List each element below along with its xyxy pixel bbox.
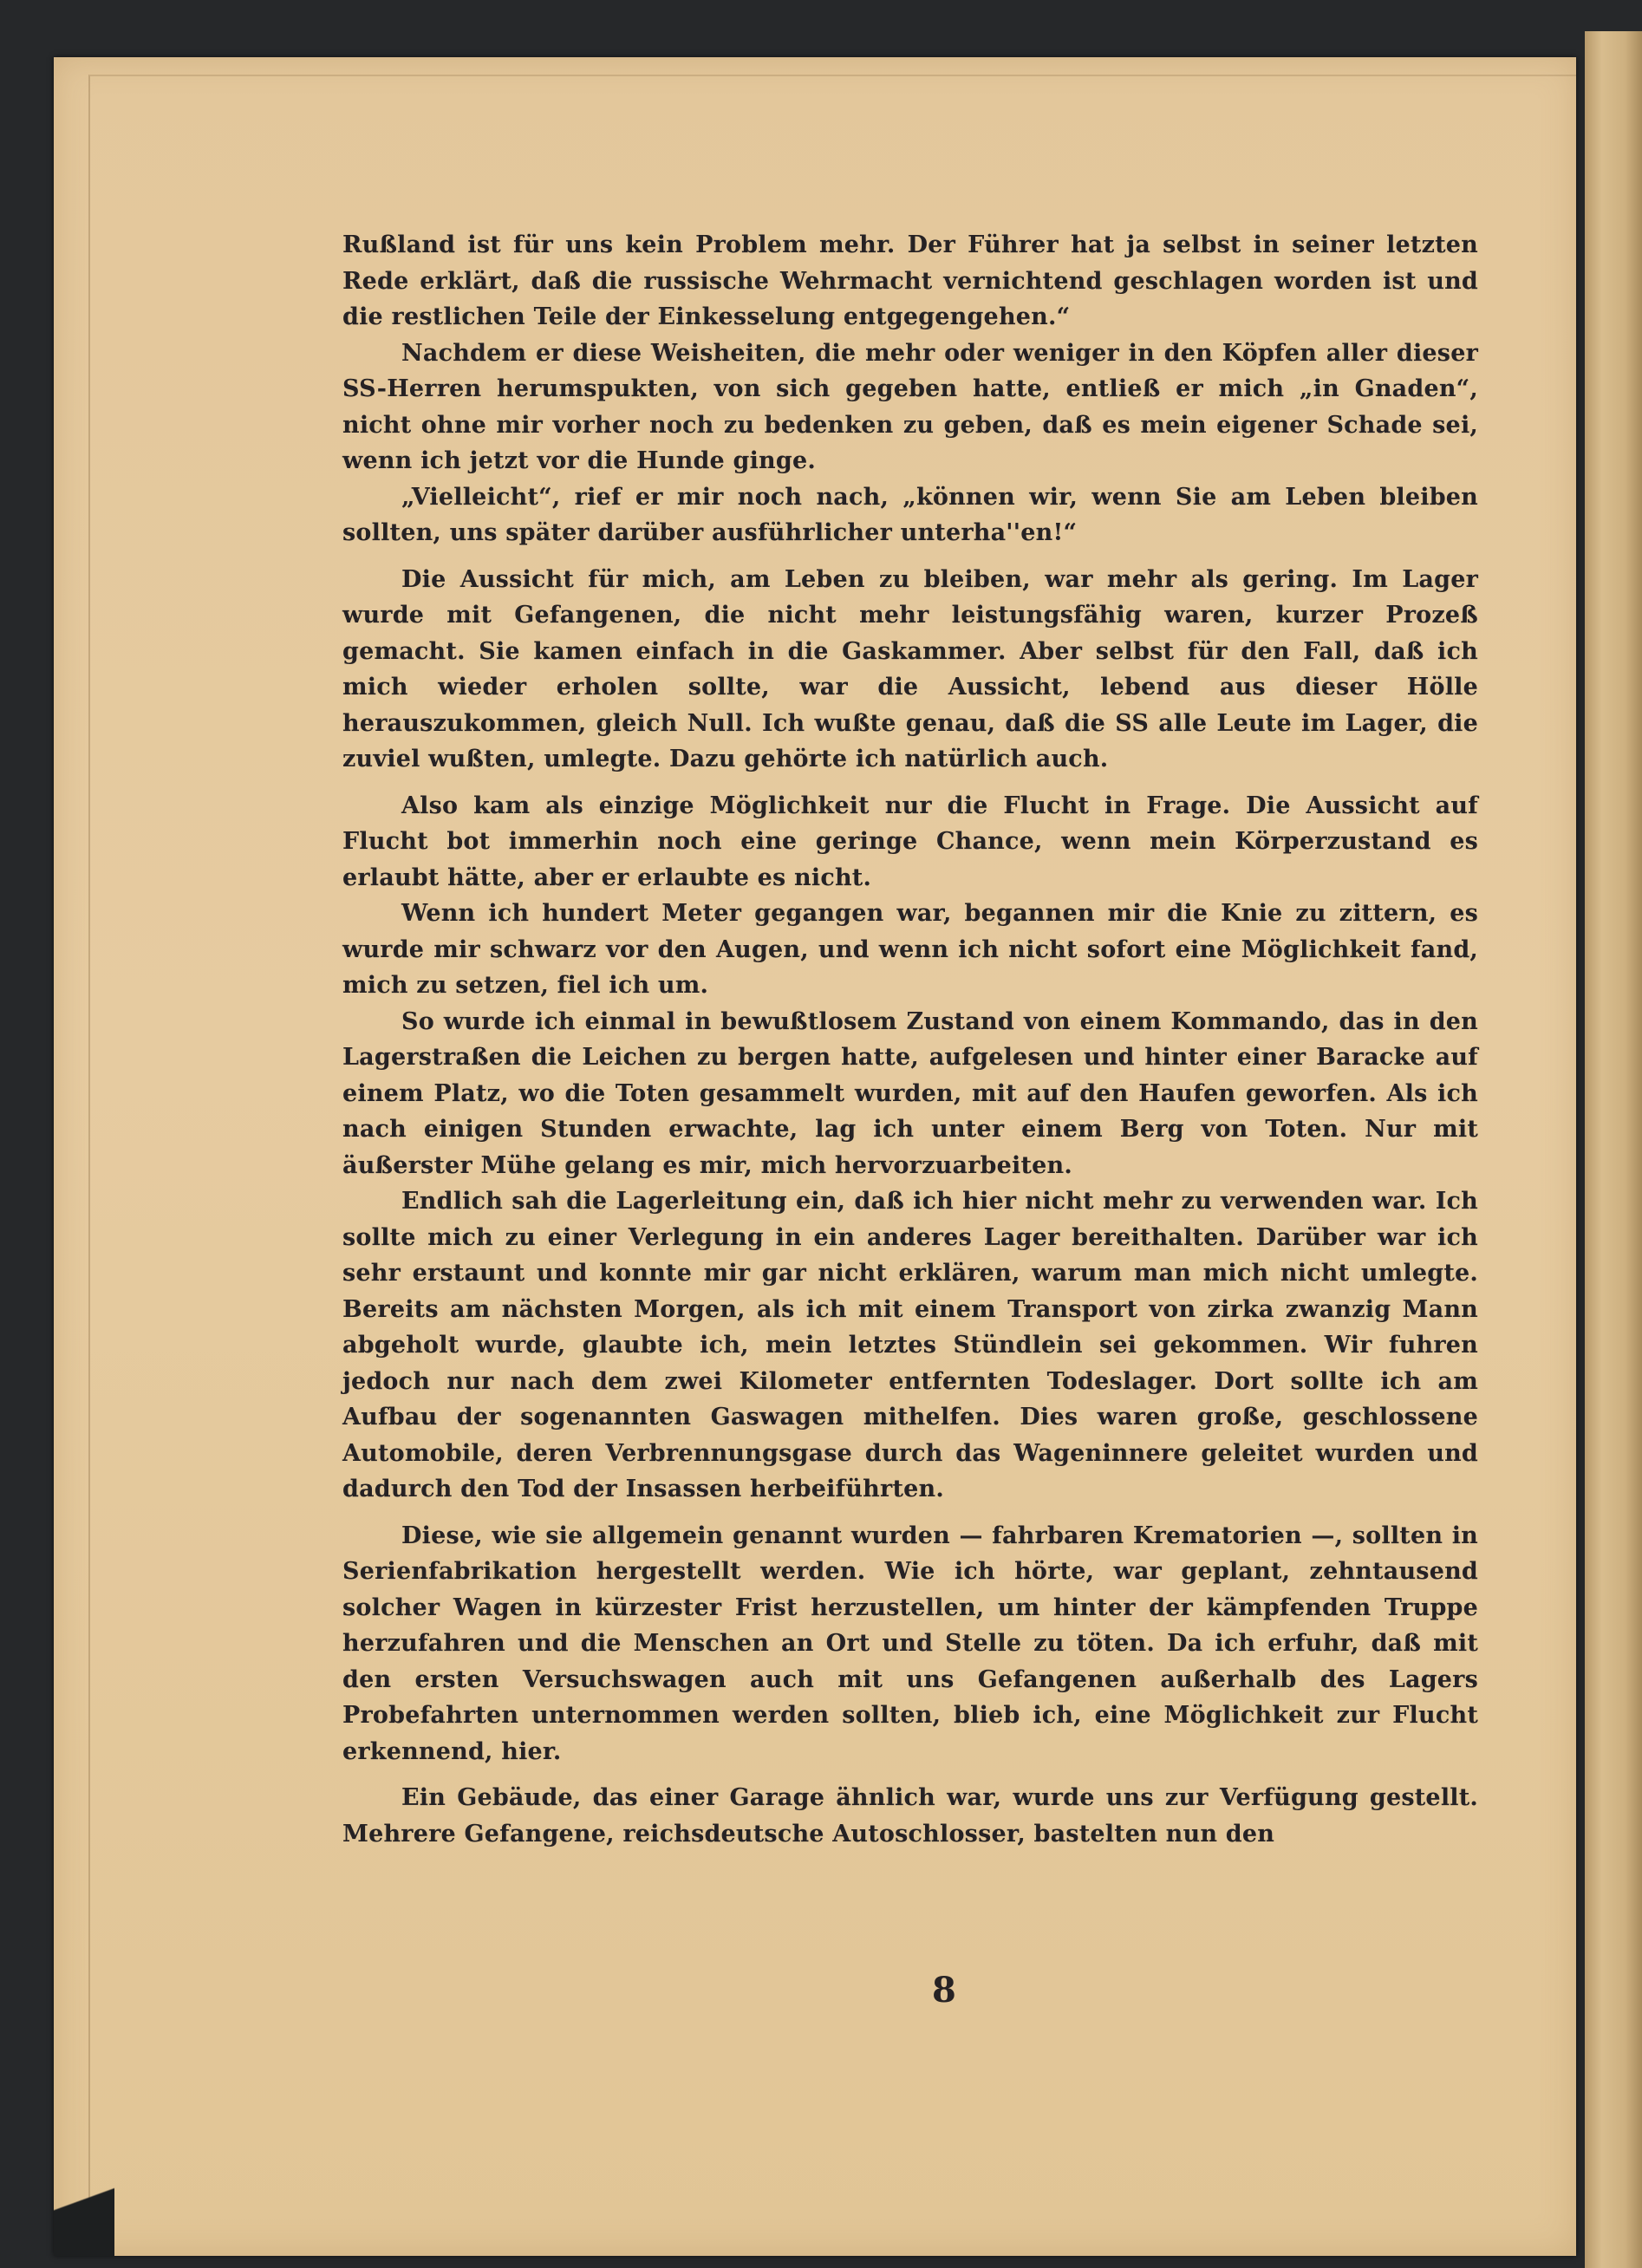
paragraph-9: Diese, wie sie allgemein genannt wurden — fahrbaren Krematorien —, sollten in Serienfabrikation hergestellt werden. Wie ich hörte, war geplant, zehntausend solcher Wagen in kürzester Frist herzustellen, um hinter der kämpfenden Truppe herzufahren und die Menschen an Ort und Stelle zu töten. Da ich erfuhr, daß mit den ersten Versuchswagen auch mit uns Gefangenen außerhalb des Lagers Probefahrten unternommen werden sollten, blieb ich, eine Möglichkeit zur Flucht erkennend, hier. — [342, 1522, 1478, 1765]
paragraph-5: Also kam als einzige Möglichkeit nur die Flucht in Frage. Die Aussicht auf Flucht bot immerhin noch eine geringe Chance, wenn mein Körperzustand es erlaubt hätte, aber er erlaubte es nicht. — [342, 792, 1478, 891]
page-number: 8 — [932, 1970, 956, 2011]
paragraph-3: „Vielleicht“, rief er mir noch nach, „können wir, wenn Sie am Leben bleiben sollten, uns später darüber ausführlicher unterha''en!“ — [342, 483, 1478, 546]
paragraph-1: Rußland ist für uns kein Problem mehr. Der Führer hat ja selbst in seiner letzten Rede erklärt, daß die russische Wehrmacht vernichtend geschlagen worden ist und die restlichen Teile der Einkesselung entgegengehen.“ — [342, 231, 1478, 330]
body-text — [342, 227, 1478, 1852]
paragraph-7: So wurde ich einmal in bewußtlosem Zustand von einem Kommando, das in den Lagerstraßen die Leichen zu bergen hatte, aufgelesen und hinter einer Baracke auf einem Platz, wo die Toten gesammelt wurden, mit auf den Haufen geworfen. Als ich nach einigen Stunden erwachte, lag ich unter einem Berg von Toten. Nur mit äußerster Mühe gelang es mir, mich hervorzuarbeiten. — [342, 1007, 1478, 1179]
torn-corner — [54, 2126, 114, 2256]
paragraph-10: Ein Gebäude, das einer Garage ähnlich war, wurde uns zur Verfügung gestellt. Mehrere Gefangene, reichsdeutsche Autoschlosser, bastelten nun den — [342, 1784, 1478, 1848]
paragraph-2: Nachdem er diese Weisheiten, die mehr oder weniger in den Köpfen aller dieser SS-Herren herumspukten, von sich gegeben hatte, entließ er mich „in Gnaden“, nicht ohne mir vorher noch zu bedenken zu geben, daß es mein eigener Schade sei, wenn ich jetzt vor die Hunde ginge. — [342, 339, 1478, 474]
adjacent-page-edge — [1585, 31, 1642, 2268]
paragraph-6: Wenn ich hundert Meter gegangen war, begannen mir die Knie zu zittern, es wurde mir schwarz vor den Augen, und wenn ich nicht sofort eine Möglichkeit fand, mich zu setzen, fiel ich um. — [342, 900, 1478, 999]
paragraph-8: Endlich sah die Lagerleitung ein, daß ich hier nicht mehr zu verwenden war. Ich sollte mich zu einer Verlegung in ein anderes Lager bereithalten. Darüber war ich sehr erstaunt und konnte mir gar nicht erklären, warum man mich nicht umlegte. Bereits am nächsten Morgen, als ich mit einem Transport von zirka zwanzig Mann abgeholt wurde, glaubte ich, mein letztes Stündlein sei gekommen. Wir fuhren jedoch nur nach dem zwei Kilometer entfernten Todeslager. Dort sollte ich am Aufbau der sogenannten Gaswagen mithelfen. Dies waren große, geschlossene Automobile, deren Verbrennungsgase durch das Wageninnere geleitet wurden und dadurch den Tod der Insassen herbeiführten. — [342, 1188, 1478, 1502]
paragraph-4: Die Aussicht für mich, am Leben zu bleiben, war mehr als gering. Im Lager wurde mit Gefangenen, die nicht mehr leistungsfähig waren, kurzer Prozeß gemacht. Sie kamen einfach in die Gaskammer. Aber selbst für den Fall, daß ich mich wieder erholen sollte, war die Aussicht, lebend aus dieser Hölle herauszukommen, gleich Null. Ich wußte genau, daß die SS alle Leute im Lager, die zuviel wußten, umlegte. Dazu gehörte ich natürlich auch. — [342, 565, 1478, 772]
